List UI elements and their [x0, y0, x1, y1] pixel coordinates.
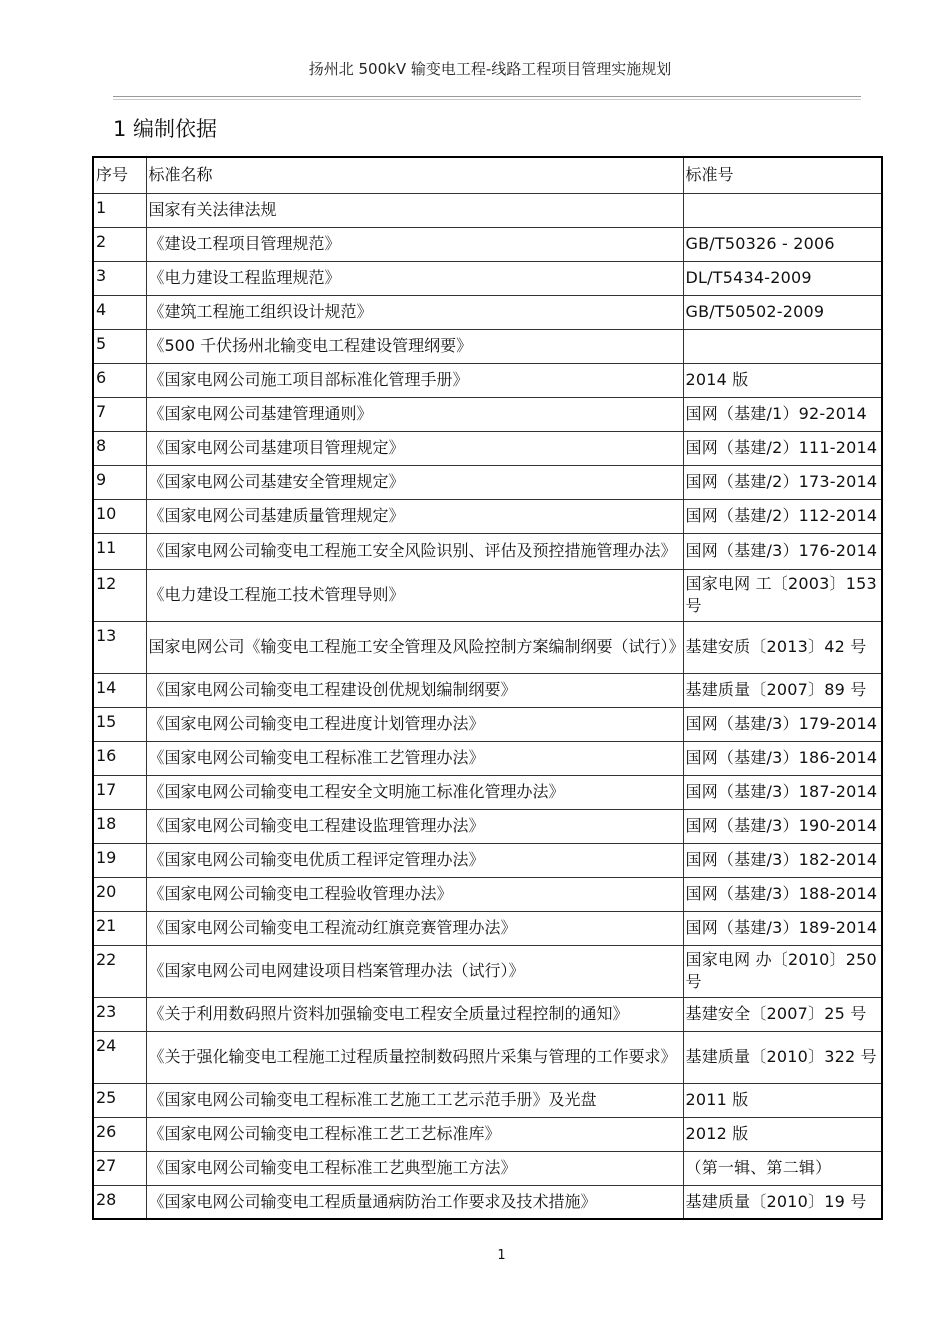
- row-seq: 19: [93, 843, 146, 877]
- table-row: [93, 945, 882, 997]
- row-code: 基建质量〔2010〕322 号: [683, 1031, 882, 1083]
- row-code: 国网（基建/2）112-2014: [683, 499, 882, 533]
- row-seq: 28: [93, 1185, 146, 1219]
- row-name: 《国家电网公司输变电工程验收管理办法》: [146, 877, 683, 911]
- row-name: 《国家电网公司输变电工程安全文明施工标准化管理办法》: [146, 775, 683, 809]
- row-seq: 12: [93, 569, 146, 621]
- table-row: [93, 1185, 882, 1219]
- row-name: 《关于强化输变电工程施工过程质量控制数码照片采集与管理的工作要求》: [146, 1031, 683, 1083]
- row-name: 《国家电网公司输变电工程建设监理管理办法》: [146, 809, 683, 843]
- row-name: 《国家电网公司输变电优质工程评定管理办法》: [146, 843, 683, 877]
- row-name: 国家电网公司《输变电工程施工安全管理及风险控制方案编制纲要（试行）》: [146, 621, 683, 673]
- row-code: 基建安质〔2013〕42 号: [683, 621, 882, 673]
- row-name: 《国家电网公司输变电工程建设创优规划编制纲要》: [146, 673, 683, 707]
- table-row: [93, 843, 882, 877]
- header-code: 标准号: [683, 157, 882, 193]
- table-row: [93, 621, 882, 673]
- table-row: [93, 397, 882, 431]
- table-row: [93, 431, 882, 465]
- table-row: [93, 877, 882, 911]
- row-code: 国网（基建/3）176-2014: [683, 533, 882, 569]
- standards-table: [92, 156, 883, 1220]
- table-row: [93, 911, 882, 945]
- row-seq: 23: [93, 997, 146, 1031]
- row-seq: 8: [93, 431, 146, 465]
- row-code: 国家电网 办〔2010〕250 号: [683, 945, 882, 997]
- section-title: 1 编制依据: [113, 117, 218, 141]
- row-name: 《国家电网公司输变电工程标准工艺施工工艺示范手册》及光盘: [146, 1083, 683, 1117]
- table-row: [93, 1031, 882, 1083]
- table-row: [93, 569, 882, 621]
- row-seq: 13: [93, 621, 146, 673]
- row-name: 《电力建设工程监理规范》: [146, 261, 683, 295]
- row-seq: 18: [93, 809, 146, 843]
- table-row: [93, 1117, 882, 1151]
- row-name: 《国家电网公司电网建设项目档案管理办法（试行）》: [146, 945, 683, 997]
- row-seq: 15: [93, 707, 146, 741]
- row-name: 《国家电网公司输变电工程进度计划管理办法》: [146, 707, 683, 741]
- row-code: GB/T50502-2009: [683, 295, 882, 329]
- row-code: 国网（基建/3）187-2014: [683, 775, 882, 809]
- table-row: [93, 499, 882, 533]
- row-seq: 3: [93, 261, 146, 295]
- row-code: 国网（基建/3）189-2014: [683, 911, 882, 945]
- table-row: [93, 329, 882, 363]
- row-seq: 4: [93, 295, 146, 329]
- row-code: （第一辑、第二辑）: [683, 1151, 882, 1185]
- row-name: 《建筑工程施工组织设计规范》: [146, 295, 683, 329]
- row-name: 《国家电网公司施工项目部标准化管理手册》: [146, 363, 683, 397]
- row-name: 《关于利用数码照片资料加强输变电工程安全质量过程控制的通知》: [146, 997, 683, 1031]
- row-name: 《国家电网公司输变电工程质量通病防治工作要求及技术措施》: [146, 1185, 683, 1219]
- page-number: 1: [497, 1248, 506, 1263]
- row-seq: 9: [93, 465, 146, 499]
- table-row: [93, 809, 882, 843]
- row-code: 基建安全〔2007〕25 号: [683, 997, 882, 1031]
- row-seq: 22: [93, 945, 146, 997]
- row-seq: 27: [93, 1151, 146, 1185]
- row-code: 基建质量〔2010〕19 号: [683, 1185, 882, 1219]
- row-seq: 7: [93, 397, 146, 431]
- table-row: [93, 1083, 882, 1117]
- row-seq: 17: [93, 775, 146, 809]
- row-name: 国家有关法律法规: [146, 193, 683, 227]
- row-name: 《国家电网公司输变电工程标准工艺典型施工方法》: [146, 1151, 683, 1185]
- row-seq: 26: [93, 1117, 146, 1151]
- row-name: 《电力建设工程施工技术管理导则》: [146, 569, 683, 621]
- row-seq: 1: [93, 193, 146, 227]
- row-code: 2011 版: [683, 1083, 882, 1117]
- table-header-row: [93, 157, 882, 193]
- row-code: 国网（基建/2）111-2014: [683, 431, 882, 465]
- row-code: 国网（基建/3）179-2014: [683, 707, 882, 741]
- table-row: [93, 533, 882, 569]
- table-row: [93, 295, 882, 329]
- row-code: 国网（基建/3）182-2014: [683, 843, 882, 877]
- row-seq: 25: [93, 1083, 146, 1117]
- row-name: 《国家电网公司输变电工程标准工艺管理办法》: [146, 741, 683, 775]
- header-seq: 序号: [93, 157, 146, 193]
- row-seq: 20: [93, 877, 146, 911]
- row-name: 《国家电网公司基建管理通则》: [146, 397, 683, 431]
- row-code: 2012 版: [683, 1117, 882, 1151]
- table-row: [93, 673, 882, 707]
- row-seq: 11: [93, 533, 146, 569]
- header-name: 标准名称: [146, 157, 683, 193]
- row-seq: 2: [93, 227, 146, 261]
- row-name: 《国家电网公司输变电工程标准工艺工艺标准库》: [146, 1117, 683, 1151]
- row-code: 2014 版: [683, 363, 882, 397]
- row-name: 《建设工程项目管理规范》: [146, 227, 683, 261]
- table-row: [93, 261, 882, 295]
- table-row: [93, 363, 882, 397]
- header-divider: [113, 96, 861, 100]
- row-code: 基建质量〔2007〕89 号: [683, 673, 882, 707]
- row-name: 《国家电网公司基建质量管理规定》: [146, 499, 683, 533]
- row-name: 《国家电网公司输变电工程施工安全风险识别、评估及预控措施管理办法》: [146, 533, 683, 569]
- row-code: 国网（基建/3）188-2014: [683, 877, 882, 911]
- row-seq: 6: [93, 363, 146, 397]
- row-code: [683, 329, 882, 363]
- row-name: 《国家电网公司基建安全管理规定》: [146, 465, 683, 499]
- table-row: [93, 997, 882, 1031]
- row-code: [683, 193, 882, 227]
- row-name: 《500 千伏扬州北输变电工程建设管理纲要》: [146, 329, 683, 363]
- table-row: [93, 227, 882, 261]
- row-seq: 14: [93, 673, 146, 707]
- row-seq: 5: [93, 329, 146, 363]
- row-code: 国家电网 工〔2003〕153 号: [683, 569, 882, 621]
- table-body: [93, 193, 882, 1219]
- table-row: [93, 707, 882, 741]
- row-code: 国网（基建/3）190-2014: [683, 809, 882, 843]
- table-row: [93, 465, 882, 499]
- table-row: [93, 775, 882, 809]
- table-row: [93, 741, 882, 775]
- row-code: 国网（基建/3）186-2014: [683, 741, 882, 775]
- row-code: DL/T5434-2009: [683, 261, 882, 295]
- table-row: [93, 193, 882, 227]
- row-code: 国网（基建/1）92-2014: [683, 397, 882, 431]
- row-seq: 21: [93, 911, 146, 945]
- table-row: [93, 1151, 882, 1185]
- page-header-title: 扬州北 500kV 输变电工程-线路工程项目管理实施规划: [308, 60, 672, 78]
- row-seq: 10: [93, 499, 146, 533]
- row-seq: 24: [93, 1031, 146, 1083]
- row-seq: 16: [93, 741, 146, 775]
- row-code: GB/T50326 - 2006: [683, 227, 882, 261]
- row-name: 《国家电网公司输变电工程流动红旗竞赛管理办法》: [146, 911, 683, 945]
- row-name: 《国家电网公司基建项目管理规定》: [146, 431, 683, 465]
- row-code: 国网（基建/2）173-2014: [683, 465, 882, 499]
